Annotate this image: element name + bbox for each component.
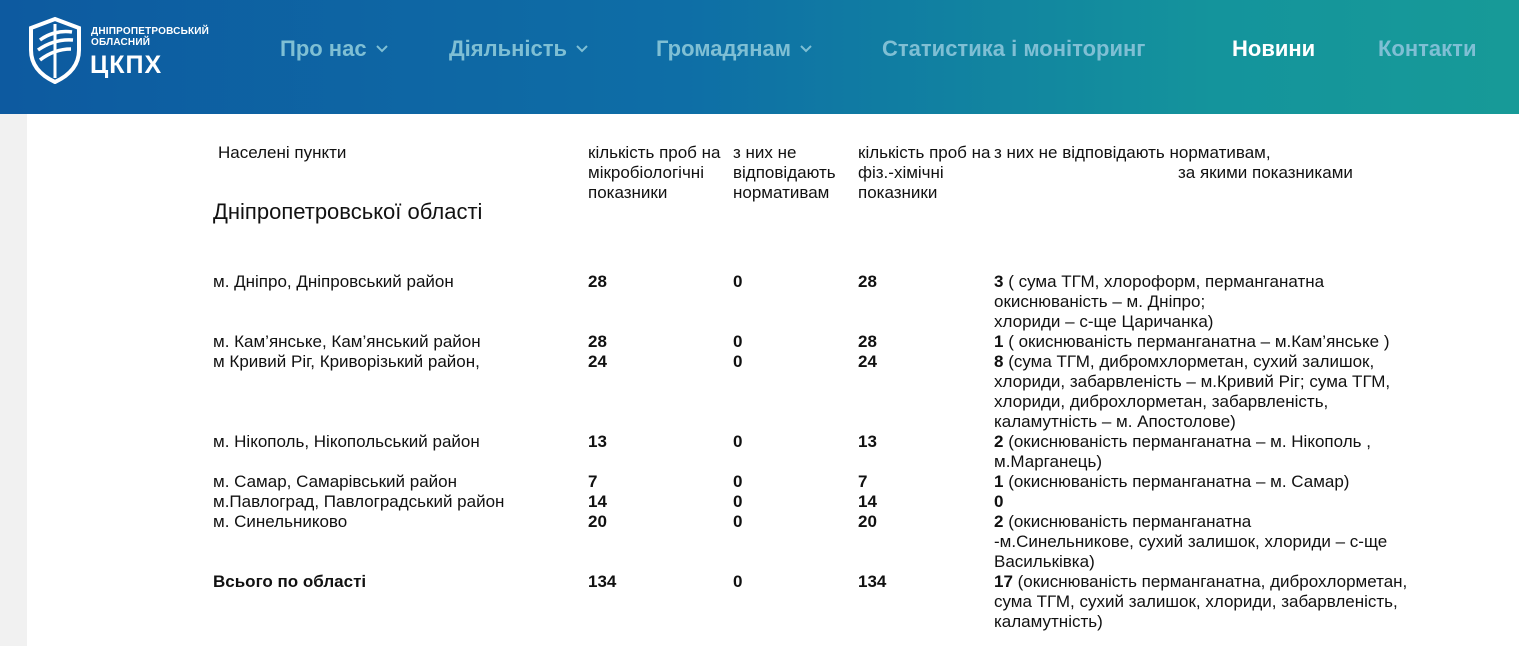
row-chem-bad — [994, 352, 1514, 432]
row-chem-bad-count: 8 — [994, 352, 1004, 371]
shield-logo-icon — [26, 16, 84, 84]
row-chem-bad-count: 0 — [994, 492, 1004, 511]
row-chem: 24 — [858, 352, 877, 371]
row-micro-bad: 0 — [733, 332, 743, 351]
nav-item-label: Новини — [1232, 36, 1316, 61]
row-micro: 14 — [588, 492, 607, 511]
nav-item-statistics[interactable] — [882, 36, 1145, 62]
header-region-label: Дніпропетровської області — [213, 199, 483, 224]
row-micro-bad: 0 — [733, 512, 743, 531]
total-micro: 134 — [588, 572, 617, 591]
row-micro-bad: 0 — [733, 492, 743, 511]
row-chem-bad-count: 1 — [994, 332, 1004, 351]
row-chem-bad-count: 2 — [994, 432, 1004, 451]
row-chem-bad-text: ( сума ТГМ, хлороформ, перманганатна окиснюваність – м. Дніпро; хлориди – с-ще Царичанка) — [994, 272, 1325, 331]
row-chem-bad-count: 3 — [994, 272, 1004, 291]
total-chem-bad — [994, 572, 1514, 632]
row-settlement: м. Дніпро, Дніпровський район — [213, 272, 454, 291]
total-chem: 134 — [858, 572, 887, 591]
water-quality-table — [213, 143, 1514, 632]
table-row — [213, 352, 1514, 432]
header-micro-count: кількість проб на мікробіологічні показники — [588, 143, 721, 202]
chevron-down-icon — [376, 45, 388, 53]
row-chem-bad-text: (окиснюваність перманганатна -м.Синельникове, сухий залишок, хлориди – с-ще Васильківка) — [994, 512, 1388, 571]
row-chem: 28 — [858, 332, 877, 351]
row-chem-bad — [994, 512, 1514, 572]
row-chem-bad-text: ( окиснюваність перманганатна – м.Кам’янське ) — [1003, 332, 1390, 351]
row-micro-bad: 0 — [733, 352, 743, 371]
header-settlements-label: Населені пункти — [218, 143, 347, 162]
table-row — [213, 332, 1514, 352]
row-chem-bad-text: (окиснюваність перманганатна – м. Самар) — [1003, 472, 1350, 491]
row-chem: 14 — [858, 492, 877, 511]
chevron-down-icon — [800, 45, 812, 53]
table-row — [213, 272, 1514, 332]
header-settlements — [213, 143, 588, 222]
row-chem-bad-text: (сума ТГМ, дибромхлорметан, сухий залишок, хлориди, забарвленість – м.Кривий Ріг; сума ТГМ, хлориди, диброхлорметан, забарвленість, каламутність – м. Апостолове) — [994, 352, 1391, 431]
total-chem-bad-text: (окиснюваність перманганатна, диброхлорметан, сума ТГМ, сухий залишок, хлориди, забарвленість, каламутність) — [994, 572, 1408, 631]
header-chem-count: кількість проб на фіз.-хімічні показники — [858, 143, 991, 202]
logo-title: ЦКПХ — [90, 51, 163, 79]
row-micro: 7 — [588, 472, 598, 491]
total-chem-bad-count: 17 — [994, 572, 1013, 591]
nav-item-news[interactable] — [1232, 36, 1315, 62]
row-chem: 28 — [858, 272, 877, 291]
nav-item-label: Громадянам — [656, 36, 792, 61]
table-total-row — [213, 572, 1514, 632]
nav-item-label: Про нас — [280, 36, 367, 61]
header-micro-nonconform: з них не відповідають нормативам — [733, 143, 836, 202]
nav-item-citizens[interactable] — [656, 36, 812, 62]
chevron-down-icon — [576, 45, 588, 53]
row-micro: 24 — [588, 352, 607, 371]
header-chem-nonconform-line1: з них не відповідають нормативам, — [994, 143, 1271, 162]
table-row — [213, 432, 1514, 472]
spacer-row — [213, 222, 1514, 272]
row-settlement: м. Нікополь, Нікопольський район — [213, 432, 480, 451]
table-row — [213, 512, 1514, 572]
row-chem-bad-count: 2 — [994, 512, 1004, 531]
row-settlement: м. Кам’янське, Кам’янський район — [213, 332, 481, 351]
header-chem-nonconform-line2: за якими показниками — [1178, 163, 1353, 182]
nav-item-label: Контакти — [1378, 36, 1477, 61]
table-header-row — [213, 143, 1514, 222]
row-chem-bad — [994, 332, 1514, 352]
nav-item-label: Діяльність — [449, 36, 568, 61]
table-row — [213, 472, 1514, 492]
total-micro-bad: 0 — [733, 572, 743, 591]
row-chem-bad-count: 1 — [994, 472, 1004, 491]
row-settlement: м Кривий Ріг, Криворізький район, — [213, 352, 480, 371]
site-logo[interactable] — [26, 16, 226, 86]
nav-item-contacts[interactable] — [1378, 36, 1476, 62]
row-chem-bad — [994, 272, 1514, 332]
row-chem: 7 — [858, 472, 868, 491]
table-row — [213, 492, 1514, 512]
row-micro: 28 — [588, 332, 607, 351]
row-micro: 13 — [588, 432, 607, 451]
total-label: Всього по області — [213, 572, 367, 591]
row-chem: 13 — [858, 432, 877, 451]
content-area — [27, 114, 1519, 646]
row-micro-bad: 0 — [733, 272, 743, 291]
row-chem-bad — [994, 432, 1514, 472]
row-micro: 20 — [588, 512, 607, 531]
row-micro-bad: 0 — [733, 432, 743, 451]
row-micro-bad: 0 — [733, 472, 743, 491]
nav-item-label: Статистика і моніторинг — [882, 36, 1146, 61]
row-chem-bad — [994, 472, 1514, 492]
nav-item-about[interactable] — [280, 36, 388, 62]
nav-item-activity[interactable] — [449, 36, 588, 62]
row-chem-bad — [994, 492, 1514, 512]
logo-subtitle: ДНІПРОПЕТРОВСЬКИЙ ОБЛАСНИЙ — [91, 26, 210, 48]
header-chem-nonconform — [994, 143, 1514, 222]
row-settlement: м. Синельниково — [213, 512, 348, 531]
row-micro: 28 — [588, 272, 607, 291]
row-settlement: м.Павлоград, Павлоградський район — [213, 492, 505, 511]
site-header — [0, 0, 1519, 114]
row-chem: 20 — [858, 512, 877, 531]
row-settlement: м. Самар, Самарівський район — [213, 472, 457, 491]
row-chem-bad-text: (окиснюваність перманганатна – м. Нікополь , м.Марганець) — [994, 432, 1371, 471]
